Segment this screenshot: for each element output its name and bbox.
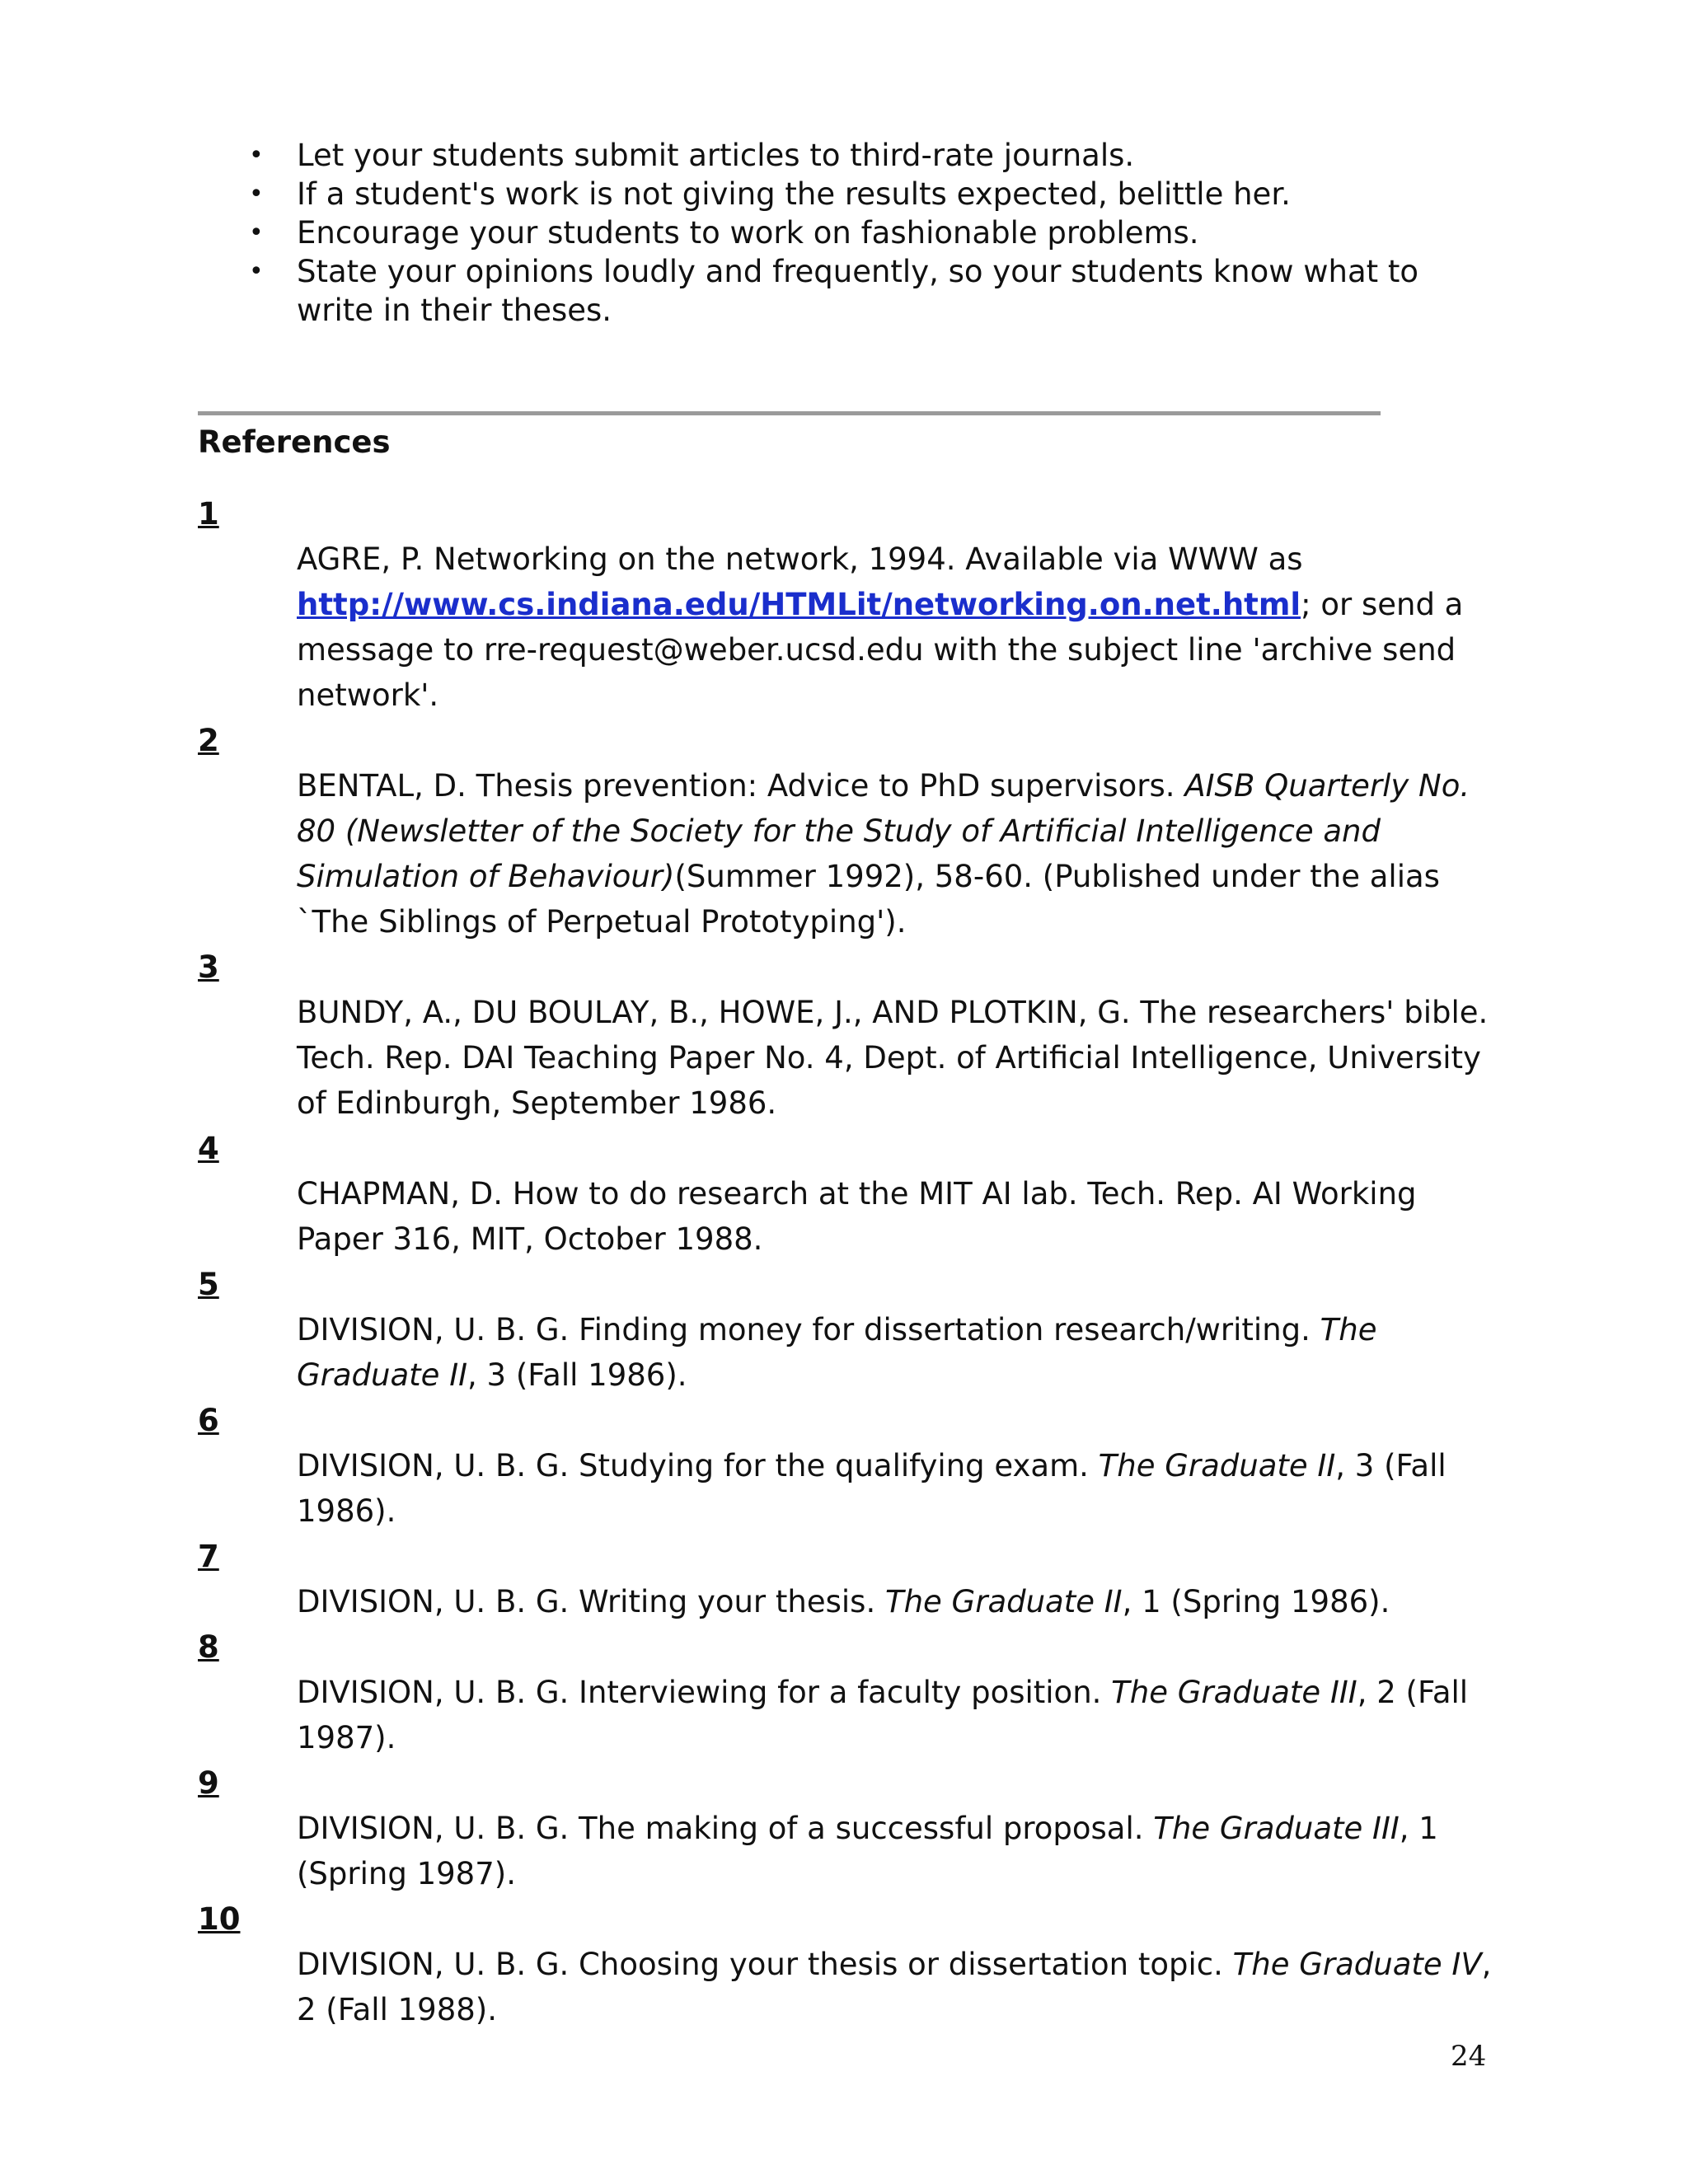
reference-text: DIVISION, U. B. G. The making of a successful proposal. bbox=[297, 1811, 1154, 1846]
reference-journal-title: The Graduate III bbox=[1111, 1675, 1357, 1710]
reference-text: ; or send a message to rre-request@weber.ucsd.edu with the subject line 'archive send network'. bbox=[297, 587, 1464, 713]
reference-journal-title: The Graduate IV bbox=[1232, 1947, 1482, 1982]
reference-text: , 3 (Fall 1986). bbox=[467, 1357, 687, 1393]
bullet-text: Let your students submit articles to third-rate journals. bbox=[297, 138, 1135, 173]
reference-text: DIVISION, U. B. G. Finding money for dissertation research/writing. bbox=[297, 1312, 1320, 1347]
reference-number-link[interactable]: 6 bbox=[198, 1403, 219, 1438]
reference-entry bbox=[297, 537, 1500, 718]
reference-journal-title: The Graduate II bbox=[297, 1312, 1377, 1393]
bullet-text: Encourage your students to work on fashionable problems. bbox=[297, 215, 1199, 251]
reference-journal-title: The Graduate III bbox=[1153, 1811, 1400, 1846]
bullet-item bbox=[247, 213, 1500, 252]
bullet-item bbox=[247, 175, 1500, 213]
reference-text: , 3 (Fall 1986). bbox=[297, 1448, 1447, 1529]
page-number: 24 bbox=[1451, 2040, 1487, 2073]
reference-entry bbox=[297, 1307, 1500, 1398]
reference-number-link[interactable]: 2 bbox=[198, 723, 219, 758]
reference-text: BENTAL, D. Thesis prevention: Advice to PhD supervisors. bbox=[297, 768, 1185, 804]
reference-number-link[interactable]: 3 bbox=[198, 949, 219, 985]
reference-text: (Summer 1992), 58-60. (Published under the alias `The Siblings of Perpetual Prototyping'). bbox=[297, 859, 1440, 940]
reference-number-link[interactable]: 1 bbox=[198, 496, 219, 532]
reference-number-link[interactable]: 4 bbox=[198, 1131, 219, 1166]
references-list bbox=[198, 491, 1500, 2032]
reference-entry bbox=[297, 1806, 1500, 1896]
reference-text: BUNDY, A., DU BOULAY, B., HOWE, J., AND PLOTKIN, G. The researchers' bible. Tech. Rep. DAI Teaching Paper No. 4, Dept. of Artificial Intelligence, University of Edinburgh, September 1986. bbox=[297, 995, 1489, 1121]
reference-text: , 2 (Fall 1988). bbox=[297, 1947, 1492, 2027]
reference-entry bbox=[297, 1670, 1500, 1760]
reference-journal-title: AISB Quarterly No. 80 (Newsletter of the Society for the Study of Artificial Intelligence and Simulation of Behaviour) bbox=[297, 768, 1470, 894]
bullet-dot-icon: • bbox=[249, 180, 264, 209]
reference-entry bbox=[297, 1942, 1500, 2032]
reference-entry bbox=[297, 1443, 1500, 1534]
reference-entry bbox=[297, 990, 1500, 1126]
horizontal-rule bbox=[198, 411, 1381, 415]
reference-number-link[interactable]: 8 bbox=[198, 1629, 219, 1665]
bullet-dot-icon: • bbox=[249, 141, 264, 170]
references-heading: References bbox=[198, 424, 391, 460]
reference-number-link[interactable]: 5 bbox=[198, 1267, 219, 1302]
reference-number-link[interactable]: 10 bbox=[198, 1901, 241, 1937]
reference-entry bbox=[297, 1579, 1500, 1624]
reference-text: CHAPMAN, D. How to do research at the MIT AI lab. Tech. Rep. AI Working Paper 316, MIT, October 1988. bbox=[297, 1176, 1417, 1257]
bullet-item bbox=[247, 252, 1500, 330]
reference-text: DIVISION, U. B. G. Interviewing for a faculty position. bbox=[297, 1675, 1112, 1710]
reference-text: DIVISION, U. B. G. Writing your thesis. bbox=[297, 1584, 885, 1619]
bullet-list bbox=[247, 136, 1500, 330]
reference-number-link[interactable]: 7 bbox=[198, 1539, 219, 1574]
reference-text: , 2 (Fall 1987). bbox=[297, 1675, 1469, 1755]
reference-url-link[interactable]: http://www.cs.indiana.edu/HTMLit/networking.on.net.html bbox=[297, 587, 1301, 622]
reference-entry bbox=[297, 1171, 1500, 1262]
reference-text: , 1 (Spring 1986). bbox=[1122, 1584, 1390, 1619]
bullet-text: State your opinions loudly and frequently, so your students know what to write in their theses. bbox=[297, 254, 1419, 328]
reference-entry bbox=[297, 763, 1500, 944]
bullet-dot-icon: • bbox=[249, 218, 264, 247]
reference-text: DIVISION, U. B. G. Studying for the qualifying exam. bbox=[297, 1448, 1099, 1483]
reference-text: DIVISION, U. B. G. Choosing your thesis or dissertation topic. bbox=[297, 1947, 1233, 1982]
reference-number-link[interactable]: 9 bbox=[198, 1765, 219, 1801]
bullet-item bbox=[247, 136, 1500, 175]
reference-text: AGRE, P. Networking on the network, 1994. Available via WWW as bbox=[297, 541, 1303, 577]
bullet-text: If a student's work is not giving the results expected, belittle her. bbox=[297, 176, 1291, 212]
reference-journal-title: The Graduate II bbox=[884, 1584, 1123, 1619]
reference-journal-title: The Graduate II bbox=[1098, 1448, 1336, 1483]
reference-text: , 1 (Spring 1987). bbox=[297, 1811, 1438, 1891]
bullet-dot-icon: • bbox=[249, 257, 264, 286]
